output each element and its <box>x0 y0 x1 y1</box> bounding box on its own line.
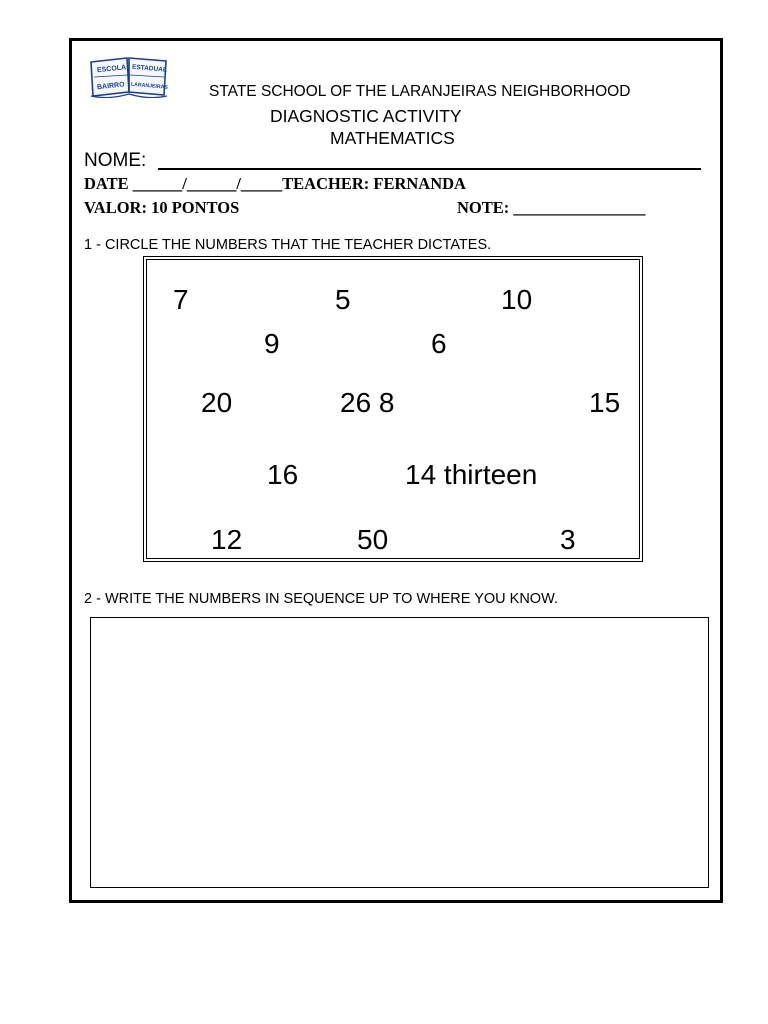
worksheet-page <box>69 38 723 903</box>
date-teacher-line: DATE ______/______/_____TEACHER: FERNANDA <box>84 174 466 193</box>
number-item[interactable]: 9 <box>264 328 280 359</box>
number-item[interactable]: 5 <box>335 284 351 315</box>
number-item[interactable]: 6 <box>431 328 447 359</box>
number-item[interactable]: 12 <box>211 524 243 555</box>
number-item[interactable]: 20 <box>201 387 233 418</box>
question-2-prompt: 2 - WRITE THE NUMBERS IN SEQUENCE UP TO WHERE YOU KNOW. <box>84 591 559 607</box>
logo-text-bairro: BAIRRO <box>96 81 125 92</box>
note-field: NOTE: ________________ <box>457 198 646 217</box>
logo-text-estadual: ESTADUAL <box>131 63 168 74</box>
number-item[interactable]: 3 <box>560 524 576 555</box>
logo-text-escola: ESCOLA <box>96 64 127 75</box>
nome-answer-line[interactable] <box>158 168 701 170</box>
number-item[interactable]: 10 <box>501 284 533 315</box>
numbers-box <box>146 259 640 559</box>
number-item[interactable]: 16 <box>267 459 299 490</box>
number-item[interactable]: 14 thirteen <box>405 459 538 490</box>
nome-label: NOME: <box>84 150 147 171</box>
logo-text-laranjeiras: LARANJEIRAS <box>130 81 169 91</box>
number-item[interactable]: 15 <box>589 387 621 418</box>
valor-label: VALOR: 10 PONTOS <box>84 198 240 217</box>
number-item[interactable]: 7 <box>173 284 189 315</box>
school-name: STATE SCHOOL OF THE LARANJEIRAS NEIGHBORHOOD <box>209 83 631 100</box>
subject-title: MATHEMATICS <box>330 128 455 148</box>
school-logo <box>89 56 169 98</box>
number-item[interactable]: 50 <box>357 524 389 555</box>
sequence-answer-box[interactable] <box>90 617 709 888</box>
question-1-prompt: 1 - CIRCLE THE NUMBERS THAT THE TEACHER DICTATES. <box>84 237 492 253</box>
activity-title: DIAGNOSTIC ACTIVITY <box>270 106 462 126</box>
number-item[interactable]: 26 8 <box>340 387 395 418</box>
